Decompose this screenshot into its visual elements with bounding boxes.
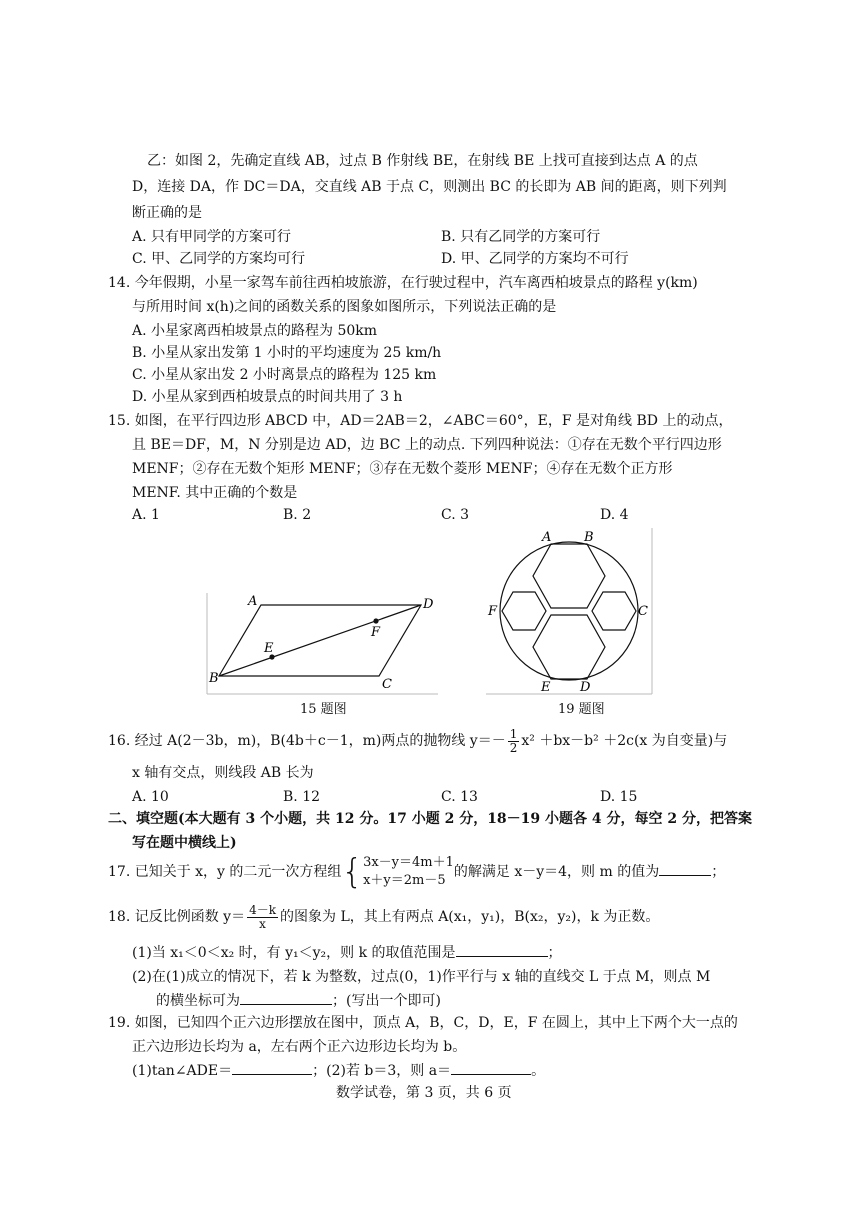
q19-part1-answer-blank[interactable]: [232, 1060, 312, 1075]
q18-part2-text: 的横坐标可为: [156, 993, 240, 1009]
q13-option-a: A. 只有甲同学的方案可行: [132, 229, 292, 245]
q17-eq1: 3x－y＝4m＋1: [363, 855, 454, 870]
q16-line1: [108, 726, 727, 756]
fig19-label-e: E: [541, 680, 551, 695]
q18-part1: [132, 942, 562, 964]
q15-option-b: B. 2: [283, 507, 312, 523]
fig15-label-c: C: [382, 677, 392, 692]
circumcircle: [500, 542, 638, 680]
fig19-label-f: F: [488, 604, 498, 619]
q13-option-c: C. 甲、乙同学的方案均可行: [132, 251, 306, 267]
hexagon-right: [592, 592, 636, 630]
q16-text-pre: 16. 经过 A(2－3b，m)，B(4b＋c－1，m)两点的抛物线 y＝－: [108, 733, 506, 749]
q13-option-d: D. 甲、乙同学的方案均不可行: [441, 251, 629, 267]
q18-part1-answer-blank[interactable]: [456, 942, 548, 957]
q14-option-a: A. 小星家离西柏坡景点的路程为 50km: [132, 323, 378, 339]
q18-part2-end: ；(写出一个即可): [332, 993, 441, 1009]
q18-line1: [108, 902, 659, 932]
q19-part2-answer-blank[interactable]: [451, 1060, 531, 1075]
q14-line1: 14. 今年假期，小星一家驾车前往西柏坡旅游，在行驶过程中，汽车离西柏坡景点的路程 y(km): [108, 275, 698, 291]
q14-option-c: C. 小星从家出发 2 小时离景点的路程为 125 km: [132, 367, 437, 383]
q17-text-end: ；: [711, 864, 726, 880]
figure-19-caption: 19 题图: [558, 702, 605, 717]
q13-line2: D，连接 DA，作 DC＝DA，交直线 AB 于点 C，则测出 BC 的长即为 AB 间的距离，则下列判: [132, 179, 727, 195]
page-footer: 数学试卷，第 3 页，共 6 页: [336, 1085, 512, 1101]
q17-eq2: x＋y＝2m－5: [363, 873, 446, 888]
q18-part2-line1: (2)在(1)成立的情况下，若 k 为整数，过点(0，1)作平行与 x 轴的直线交 L 于点 M，则点 M: [132, 969, 711, 985]
q18-fraction: [247, 904, 278, 931]
q14-line2: 与所用时间 x(h)之间的函数关系的图象如图所示，下列说法正确的是: [132, 299, 557, 315]
fig15-label-f: F: [371, 625, 381, 640]
q16-line2: x 轴有交点，则线段 AB 长为: [132, 765, 314, 781]
q15-option-d: D. 4: [600, 507, 629, 523]
section-2-heading-line1: 二、填空题(本大题有 3 个小题，共 12 分。17 小题 2 分，18－19 小题各 4 分，每空 2 分，把答案: [108, 811, 753, 827]
q18-frac-num: 4－k: [249, 902, 276, 917]
q18-text-post: 的图象为 L，其上有两点 A(x₁，y₁)，B(x₂，y₂)，k 为正数。: [280, 909, 660, 925]
figure-19-hexagons-in-circle: [484, 526, 656, 696]
q15-option-a: A. 1: [132, 507, 160, 523]
point-f: [373, 618, 378, 623]
q18-part2-line2: [156, 990, 441, 1012]
q13-line3: 断正确的是: [132, 205, 202, 221]
figure-15-caption: 15 题图: [300, 702, 347, 717]
hexagon-top: [533, 544, 605, 608]
fig19-label-b: B: [584, 530, 594, 545]
q13-line1: 乙：如图 2，先确定直线 AB，过点 B 作射线 BE，在射线 BE 上找可直接到达点 A 的点: [147, 153, 698, 169]
q16-frac-num: 1: [509, 726, 518, 741]
q16-frac-den: 2: [509, 740, 518, 755]
q16-text-post: x² ＋bx－b² ＋2c(x 为自变量)与: [521, 733, 728, 749]
q15-line1: 15. 如图，在平行四边形 ABCD 中，AD＝2AB＝2，∠ABC＝60°，E，F 是对角线 BD 上的动点，: [108, 413, 733, 429]
q16-fraction: [508, 728, 520, 755]
q17-equation-system: [363, 854, 454, 890]
q15-line3: MENF；②存在无数个矩形 MENF；③存在无数个菱形 MENF；④存在无数个正方形: [132, 461, 673, 477]
q16-option-c: C. 13: [441, 789, 478, 805]
q17-text-post: 的解满足 x－y＝4，则 m 的值为: [453, 864, 660, 880]
q19-part2-text: ；(2)若 b＝3，则 a＝: [312, 1063, 452, 1079]
q16-option-d: D. 15: [600, 789, 638, 805]
q17-brace: {: [341, 852, 364, 892]
q16-option-a: A. 10: [132, 789, 169, 805]
fig19-label-a: A: [542, 530, 552, 545]
q19-line1: 19. 如图，已知四个正六边形摆放在图中，顶点 A，B，C，D，E，F 在圆上，其中上下两个大一点的: [108, 1015, 738, 1031]
hexagon-bottom: [533, 615, 605, 679]
q19-parts: [132, 1060, 545, 1082]
q19-line2: 正六边形边长均为 a，左右两个正六边形边长均为 b。: [132, 1039, 467, 1055]
q17-answer-blank[interactable]: [659, 861, 711, 876]
q18-frac-den: x: [259, 916, 266, 931]
section-2-heading-line2: 写在题中横线上): [132, 835, 237, 851]
q15-line2: 且 BE＝DF，M，N 分别是边 AD，边 BC 上的动点. 下列四种说法：①存在无数个平行四边形: [132, 437, 722, 453]
fig19-label-c: C: [638, 604, 648, 619]
q14-option-d: D. 小星从家到西柏坡景点的时间共用了 3 h: [132, 389, 403, 405]
hexagon-left: [502, 592, 546, 630]
q18-part2-answer-blank[interactable]: [240, 990, 332, 1005]
q18-part1-text: (1)当 x₁＜0＜x₂ 时，有 y₁＜y₂，则 k 的取值范围是: [132, 945, 456, 961]
q15-line4: MENF. 其中正确的个数是: [132, 485, 298, 501]
diagonal-bd: [219, 605, 421, 676]
q17-line: [108, 852, 725, 892]
q19-part2-end: 。: [531, 1063, 546, 1079]
q16-option-b: B. 12: [283, 789, 321, 805]
fig15-label-e: E: [264, 641, 274, 656]
fig15-label-b: B: [209, 671, 219, 686]
q18-text-pre: 18. 记反比例函数 y＝: [108, 909, 246, 925]
q17-text-pre: 17. 已知关于 x，y 的二元一次方程组: [108, 864, 342, 880]
q18-part1-end: ；: [547, 945, 562, 961]
fig19-label-d: D: [580, 680, 591, 695]
q14-option-b: B. 小星从家出发第 1 小时的平均速度为 25 km/h: [132, 345, 442, 361]
q13-option-b: B. 只有乙同学的方案可行: [441, 229, 601, 245]
fig15-label-d: D: [423, 597, 434, 612]
q15-option-c: C. 3: [441, 507, 470, 523]
figure-15-parallelogram: [204, 588, 440, 698]
fig15-label-a: A: [248, 594, 258, 609]
q19-part1-text: (1)tan∠ADE＝: [132, 1063, 233, 1079]
